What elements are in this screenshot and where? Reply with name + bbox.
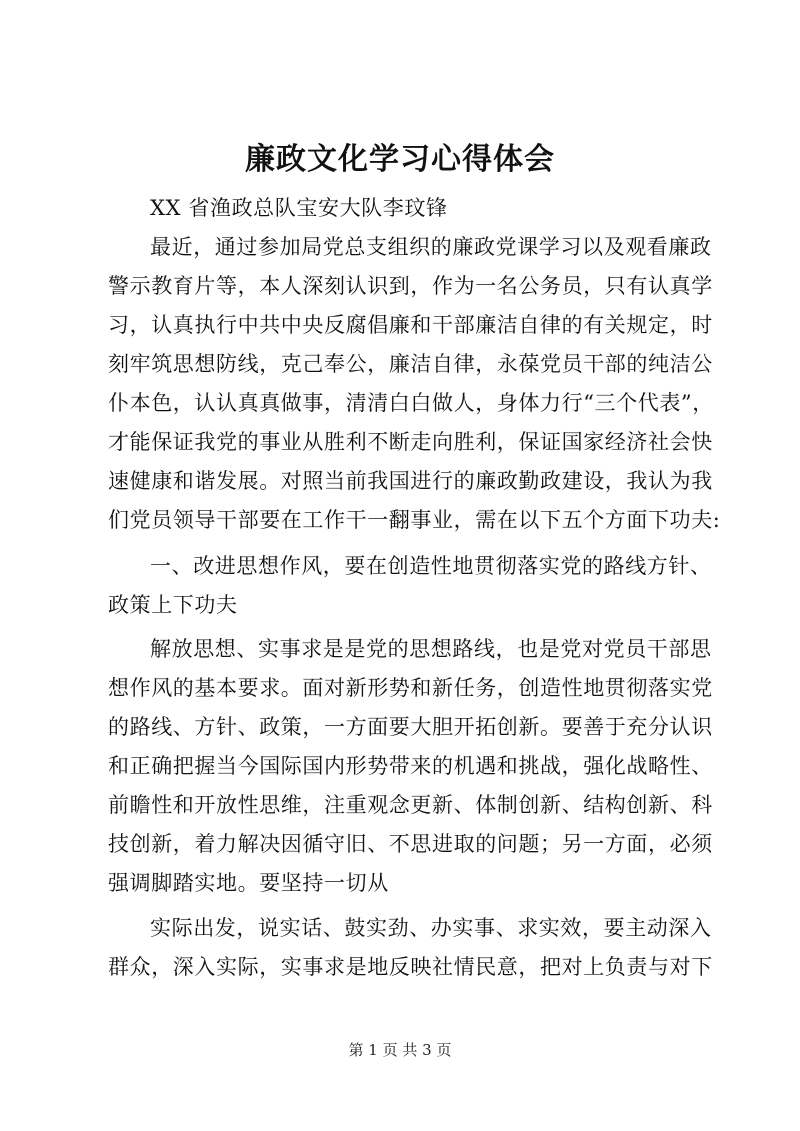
paragraph2-line: 前瞻性和开放性思维，注重观念更新、体制创新、结构创新、科 [108,793,713,817]
paragraph2-line: 的路线、方针、政策，一方面要大胆开拓创新。要善于充分认识 [108,715,713,739]
paragraph1-line: 警示教育片等，本人深刻认识到，作为一名公务员，只有认真学 [108,274,713,298]
paragraph3-line: 群众，深入实际，实事求是地反映社情民意，把对上负责与对下 [108,955,713,979]
document-title: 廉政文化学习心得体会 [245,142,555,177]
paragraph1-line: 才能保证我党的事业从胜利不断走向胜利，保证国家经济社会快 [108,430,713,454]
paragraph2-line: 想作风的基本要求。面对新形势和新任务，创造性地贯彻落实党 [108,676,713,700]
author-line: XX 省渔政总队宝安大队李玟锋 [150,196,448,220]
paragraph2-line: 和正确把握当今国际国内形势带来的机遇和挑战，强化战略性、 [108,754,713,778]
paragraph1-line: 刻牢筑思想防线，克己奉公，廉洁自律，永葆党员干部的纯洁公 [108,352,713,376]
paragraph3-line: 实际出发，说实话、鼓实劲、办实事、求实效，要主动深入 [150,916,712,940]
paragraph2-line: 解放思想、实事求是是党的思想路线，也是党对党员干部思 [150,637,712,661]
paragraph1-line: 们党员领导干部要在工作干一翻事业，需在以下五个方面下功夫: [108,508,721,532]
section-heading-line: 一、改进思想作风，要在创造性地贯彻落实党的路线方针、 [150,554,712,578]
section-heading-line: 政策上下功夫 [108,593,238,617]
paragraph2-line: 技创新，着力解决因循守旧、不思进取的问题；另一方面，必须 [108,832,713,856]
paragraph1-line: 仆本色，认认真真做事，清清白白做人，身体力行“三个代表”， [108,391,714,415]
paragraph2-line: 强调脚踏实地。要坚持一切从 [108,871,389,895]
paragraph1-line: 速健康和谐发展。对照当前我国进行的廉政勤政建设，我认为我 [108,469,713,493]
page-number: 第 1 页 共 3 页 [348,1041,452,1059]
paragraph1-line: 最近，通过参加局党总支组织的廉政党课学习以及观看廉政 [150,235,712,259]
paragraph1-line: 习，认真执行中共中央反腐倡廉和干部廉洁自律的有关规定，时 [108,313,713,337]
